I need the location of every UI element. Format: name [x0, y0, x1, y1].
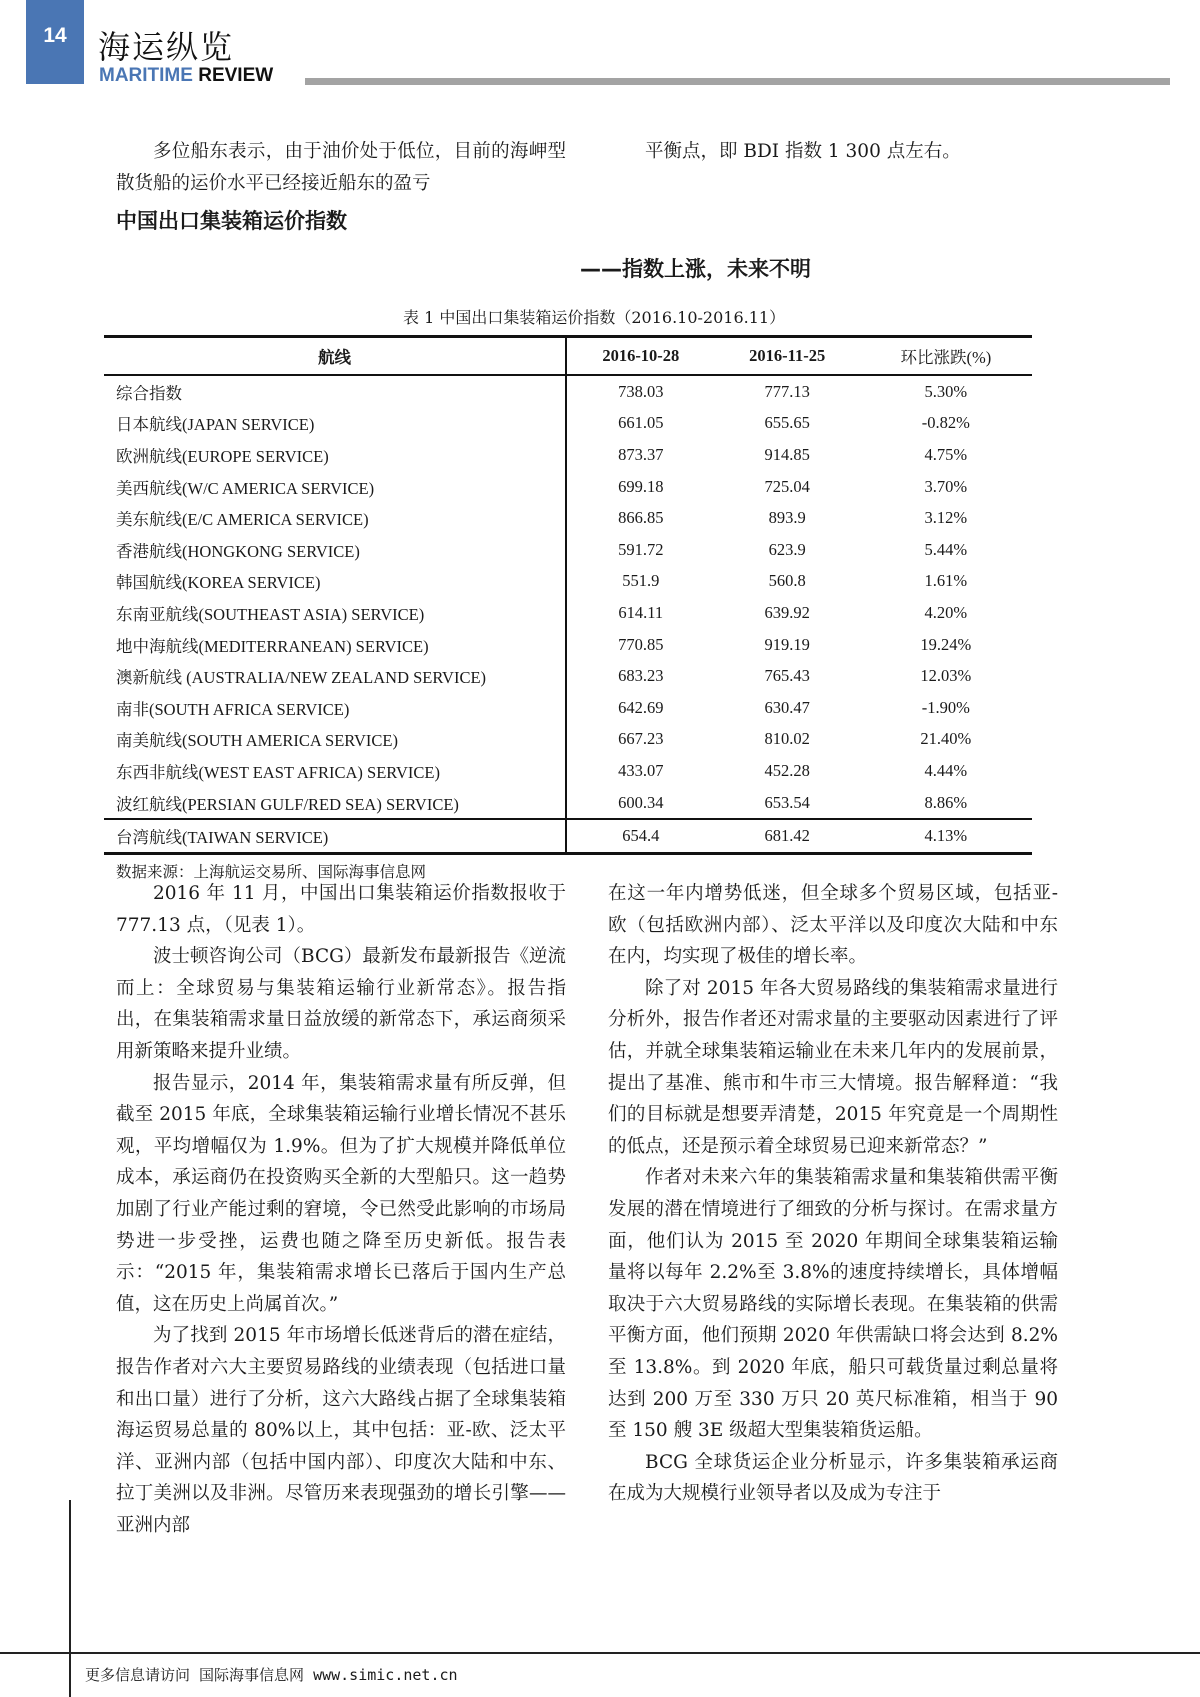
- nov-value-cell: 914.85: [764, 444, 810, 464]
- route-cell: 台湾航线(TAIWAN SERVICE): [104, 819, 566, 853]
- body-left-paragraph: 为了找到 2015 年市场增长低迷背后的潜在症结，报告作者对六大主要贸易路线的业绩表现（包括进口量和出口量）进行了分析，这六大路线占据了全球集装箱海运贸易总量的 80%以上，其中包括：亚-欧、泛太平洋、亚洲内部（包括中国内部）、印度次大陆和中东、拉丁美洲以及非洲。尽管历来表现强劲的增长引擎——亚洲内部: [116, 1325, 566, 1536]
- footer-website-link[interactable]: 更多信息请访问 国际海事信息网 www.simic.net.cn: [85, 1666, 458, 1684]
- route-cell: 美东航线(E/C AMERICA SERVICE): [104, 502, 566, 534]
- table-caption: 表 1 中国出口集装箱运价指数（2016.10-2016.11）: [403, 308, 786, 327]
- nov-value-cell: 681.42: [715, 819, 860, 853]
- change-cell: 3.12%: [924, 508, 968, 528]
- oct-value-cell: 699.18: [618, 476, 664, 496]
- freight-index-table: [104, 335, 1032, 855]
- section-title: 中国出口集装箱运价指数: [116, 209, 347, 233]
- oct-value-cell: 551.9: [622, 571, 660, 591]
- oct-value-cell: 738.03: [618, 381, 664, 401]
- page-number-badge: [26, 0, 84, 84]
- route-cell: 欧洲航线(EUROPE SERVICE): [104, 439, 566, 471]
- nov-value-cell: 630.47: [764, 697, 810, 717]
- route-cell: 香港航线(HONGKONG SERVICE): [104, 534, 566, 566]
- intro-left-paragraph: 多位船东表示，由于油价处于低位，目前的海岬型散货船的运价水平已经接近船东的盈亏: [116, 141, 566, 194]
- body-right-paragraph: 在这一年内增势低迷，但全球多个贸易区域，包括亚-欧（包括欧洲内部）、泛太平洋以及印度次大陆和中东在内，均实现了极佳的增长率。: [608, 883, 1058, 968]
- oct-value-cell: 770.85: [618, 634, 664, 654]
- subtitle-review: REVIEW: [198, 65, 274, 86]
- body-left-column: [116, 878, 566, 1541]
- change-cell: 4.75%: [924, 444, 968, 464]
- change-cell: 4.13%: [860, 819, 1032, 853]
- nov-value-cell: 725.04: [764, 476, 810, 496]
- table-row: [104, 408, 1032, 440]
- header-oct: 2016-10-28: [602, 346, 680, 365]
- route-cell: 澳新航线 (AUSTRALIA/NEW ZEALAND SERVICE): [104, 660, 566, 692]
- section-subtitle: ——指数上涨，未来不明: [580, 257, 811, 281]
- body-left-paragraph: 2016 年 11 月，中国出口集装箱运价指数报收于 777.13 点，（见表 1）。: [116, 883, 566, 936]
- nov-value-cell: 653.54: [715, 787, 860, 820]
- nov-value-cell: 810.02: [764, 729, 810, 749]
- route-cell: 南非(SOUTH AFRICA SERVICE): [104, 692, 566, 724]
- route-cell: 南美航线(SOUTH AMERICA SERVICE): [104, 724, 566, 756]
- table-row: [104, 724, 1032, 756]
- table-row: [104, 692, 1032, 724]
- table-row: [104, 755, 1032, 787]
- header-change: 环比涨跌(%): [900, 348, 992, 367]
- table-row: [104, 597, 1032, 629]
- change-cell: 4.44%: [924, 760, 968, 780]
- oct-value-cell: 866.85: [618, 508, 664, 528]
- table-row: [104, 787, 1032, 820]
- nov-value-cell: 777.13: [764, 381, 810, 401]
- body-right-paragraph: 作者对未来六年的集装箱需求量和集装箱供需平衡发展的潜在情境进行了细致的分析与探讨。在需求量方面，他们认为 2015 至 2020 年期间全球集装箱运输量将以每年 2.2%至 3.8%的速度持续增长，具体增幅取决于六大贸易路线的实际增长表现。在集装箱的供需平衡方面，他们预期 2020 年供需缺口将会达到 8.2%至 13.8%。到 2020 年底，船只可载货量过剩总量将达到 200 万至 330 万只 20 英尺标准箱，相当于 90 至 150 艘 3E 级超大型集装箱货运船。: [608, 1167, 1058, 1442]
- route-cell: 美西航线(W/C AMERICA SERVICE): [104, 471, 566, 503]
- change-cell: -1.90%: [921, 697, 970, 717]
- nov-value-cell: 452.28: [764, 760, 810, 780]
- route-cell: 韩国航线(KOREA SERVICE): [104, 566, 566, 598]
- nov-value-cell: 765.43: [764, 666, 810, 686]
- change-cell: 19.24%: [920, 634, 972, 654]
- change-cell: 5.30%: [924, 381, 968, 401]
- footer-vertical-rule: [69, 1500, 71, 1697]
- table-row: [104, 819, 1032, 853]
- route-cell: 东西非航线(WEST EAST AFRICA) SERVICE): [104, 755, 566, 787]
- change-cell: 21.40%: [920, 729, 972, 749]
- table-row: [104, 502, 1032, 534]
- nov-value-cell: 560.8: [768, 571, 806, 591]
- page-number: 14: [43, 24, 67, 47]
- nov-value-cell: 893.9: [768, 508, 806, 528]
- route-cell: 日本航线(JAPAN SERVICE): [104, 408, 566, 440]
- table-row: [104, 566, 1032, 598]
- oct-value-cell: 433.07: [618, 760, 664, 780]
- nov-value-cell: 919.19: [764, 634, 810, 654]
- change-cell: 3.70%: [924, 476, 968, 496]
- table-row: [104, 660, 1032, 692]
- table-row: [104, 629, 1032, 661]
- magazine-title: 海运纵览: [98, 28, 235, 66]
- change-cell: 4.20%: [924, 602, 968, 622]
- footer-horizontal-rule: [0, 1652, 1200, 1654]
- header-nov: 2016-11-25: [749, 346, 826, 365]
- nov-value-cell: 655.65: [764, 413, 810, 433]
- body-left-paragraph: 波士顿咨询公司（BCG）最新发布最新报告《逆流而上：全球贸易与集装箱运输行业新常态》。报告指出，在集装箱需求量日益放缓的新常态下，承运商须采用新策略来提升业绩。: [116, 946, 566, 1062]
- table-row: [104, 471, 1032, 503]
- magazine-subtitle: [99, 65, 273, 87]
- oct-value-cell: 661.05: [618, 413, 664, 433]
- table-row: [104, 439, 1032, 471]
- table-row: [104, 375, 1032, 408]
- nov-value-cell: 639.92: [764, 602, 810, 622]
- oct-value-cell: 873.37: [618, 444, 664, 464]
- body-right-paragraph: 除了对 2015 年各大贸易路线的集装箱需求量进行分析外，报告作者还对需求量的主要驱动因素进行了评估，并就全球集装箱运输业在未来几年内的发展前景，提出了基准、熊市和牛市三大情境。报告解释道：“我们的目标就是想要弄清楚，2015 年究竟是一个周期性的低点，还是预示着全球贸易已迎来新常态？”: [608, 977, 1058, 1157]
- change-cell: -0.82%: [921, 413, 970, 433]
- change-cell: 5.44%: [924, 539, 968, 559]
- table-row: [104, 534, 1032, 566]
- oct-value-cell: 600.34: [566, 787, 715, 820]
- body-right-paragraph: BCG 全球货运企业分析显示，许多集装箱承运商在成为大规模行业领导者以及成为专注于: [608, 1451, 1058, 1505]
- header-route: 航线: [104, 337, 566, 376]
- route-cell: 综合指数: [104, 375, 566, 408]
- subtitle-maritime: MARITIME: [99, 65, 193, 86]
- change-cell: 8.86%: [860, 787, 1032, 820]
- body-left-paragraph: 报告显示，2014 年，集装箱需求量有所反弹，但截至 2015 年底，全球集装箱运输行业增长情况不甚乐观，平均增幅仅为 1.9%。但为了扩大规模并降低单位成本，承运商仍在投资购买全新的大型船只。这一趋势加剧了行业产能过剩的窘境，令已然受此影响的市场局势进一步受挫，运费也随之降至历史新低。报告表示：“2015 年，集装箱需求增长已落后于国内生产总值，这在历史上尚属首次。”: [116, 1072, 566, 1315]
- change-cell: 12.03%: [920, 666, 972, 686]
- route-cell: 波红航线(PERSIAN GULF/RED SEA) SERVICE): [104, 787, 566, 820]
- oct-value-cell: 683.23: [618, 666, 664, 686]
- nov-value-cell: 623.9: [768, 539, 806, 559]
- table-source-note: 数据来源：上海航运交易所、国际海事信息网: [116, 863, 427, 881]
- oct-value-cell: 591.72: [618, 539, 664, 559]
- oct-value-cell: 642.69: [618, 697, 664, 717]
- oct-value-cell: 654.4: [566, 819, 715, 853]
- route-cell: 地中海航线(MEDITERRANEAN) SERVICE): [104, 629, 566, 661]
- header-rule: [305, 78, 1170, 85]
- table-header-row: [104, 337, 1032, 376]
- intro-right-paragraph: 平衡点，即 BDI 指数 1 300 点左右。: [645, 141, 961, 162]
- oct-value-cell: 614.11: [618, 602, 664, 622]
- oct-value-cell: 667.23: [618, 729, 664, 749]
- change-cell: 1.61%: [924, 571, 968, 591]
- body-right-column: [608, 878, 1058, 1510]
- route-cell: 东南亚航线(SOUTHEAST ASIA) SERVICE): [104, 597, 566, 629]
